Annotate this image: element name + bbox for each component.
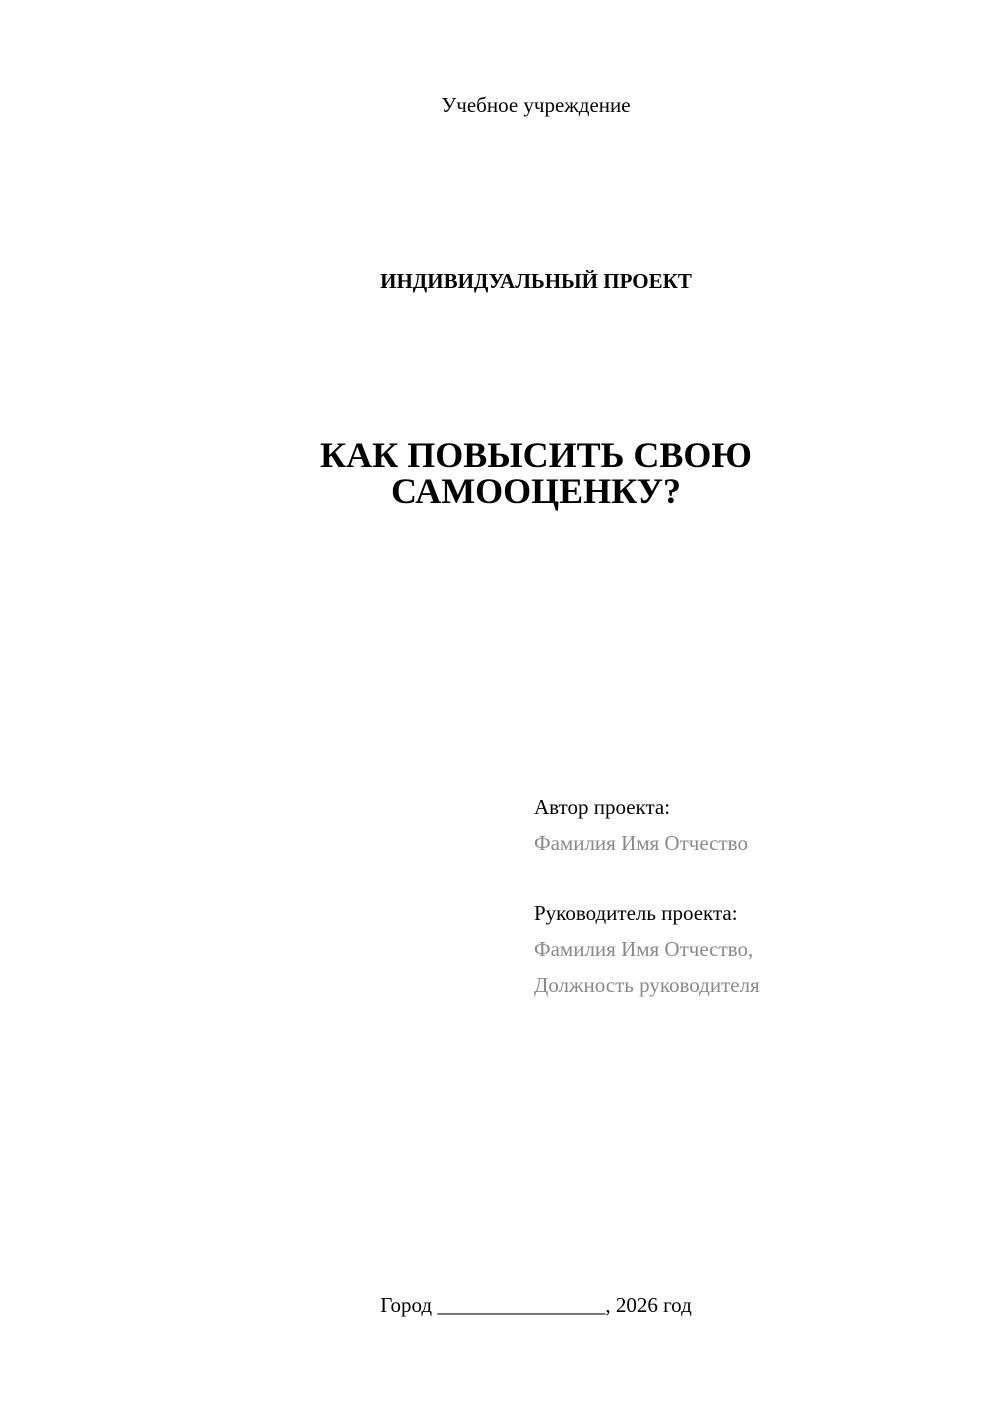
author-name: Фамилия Имя Отчество bbox=[534, 831, 748, 855]
project-title-line-1: КАК ПОВЫСИТЬ СВОЮ bbox=[320, 435, 752, 475]
institution-name: Учебное учреждение bbox=[441, 93, 631, 117]
supervisor-block bbox=[534, 895, 974, 1003]
author-block bbox=[534, 789, 974, 861]
supervisor-name: Фамилия Имя Отчество, bbox=[534, 937, 754, 961]
project-title bbox=[0, 437, 1000, 509]
supervisor-label: Руководитель проекта: bbox=[534, 901, 738, 925]
project-type-heading: ИНДИВИДУАЛЬНЫЙ ПРОЕКТ bbox=[380, 269, 692, 293]
author-label: Автор проекта: bbox=[534, 795, 671, 819]
city-year-line: Город ________________, 2026 год bbox=[380, 1293, 692, 1317]
project-title-line-2: САМООЦЕНКУ? bbox=[390, 471, 681, 511]
supervisor-position: Должность руководителя bbox=[534, 973, 760, 997]
credits-block bbox=[534, 789, 974, 1003]
